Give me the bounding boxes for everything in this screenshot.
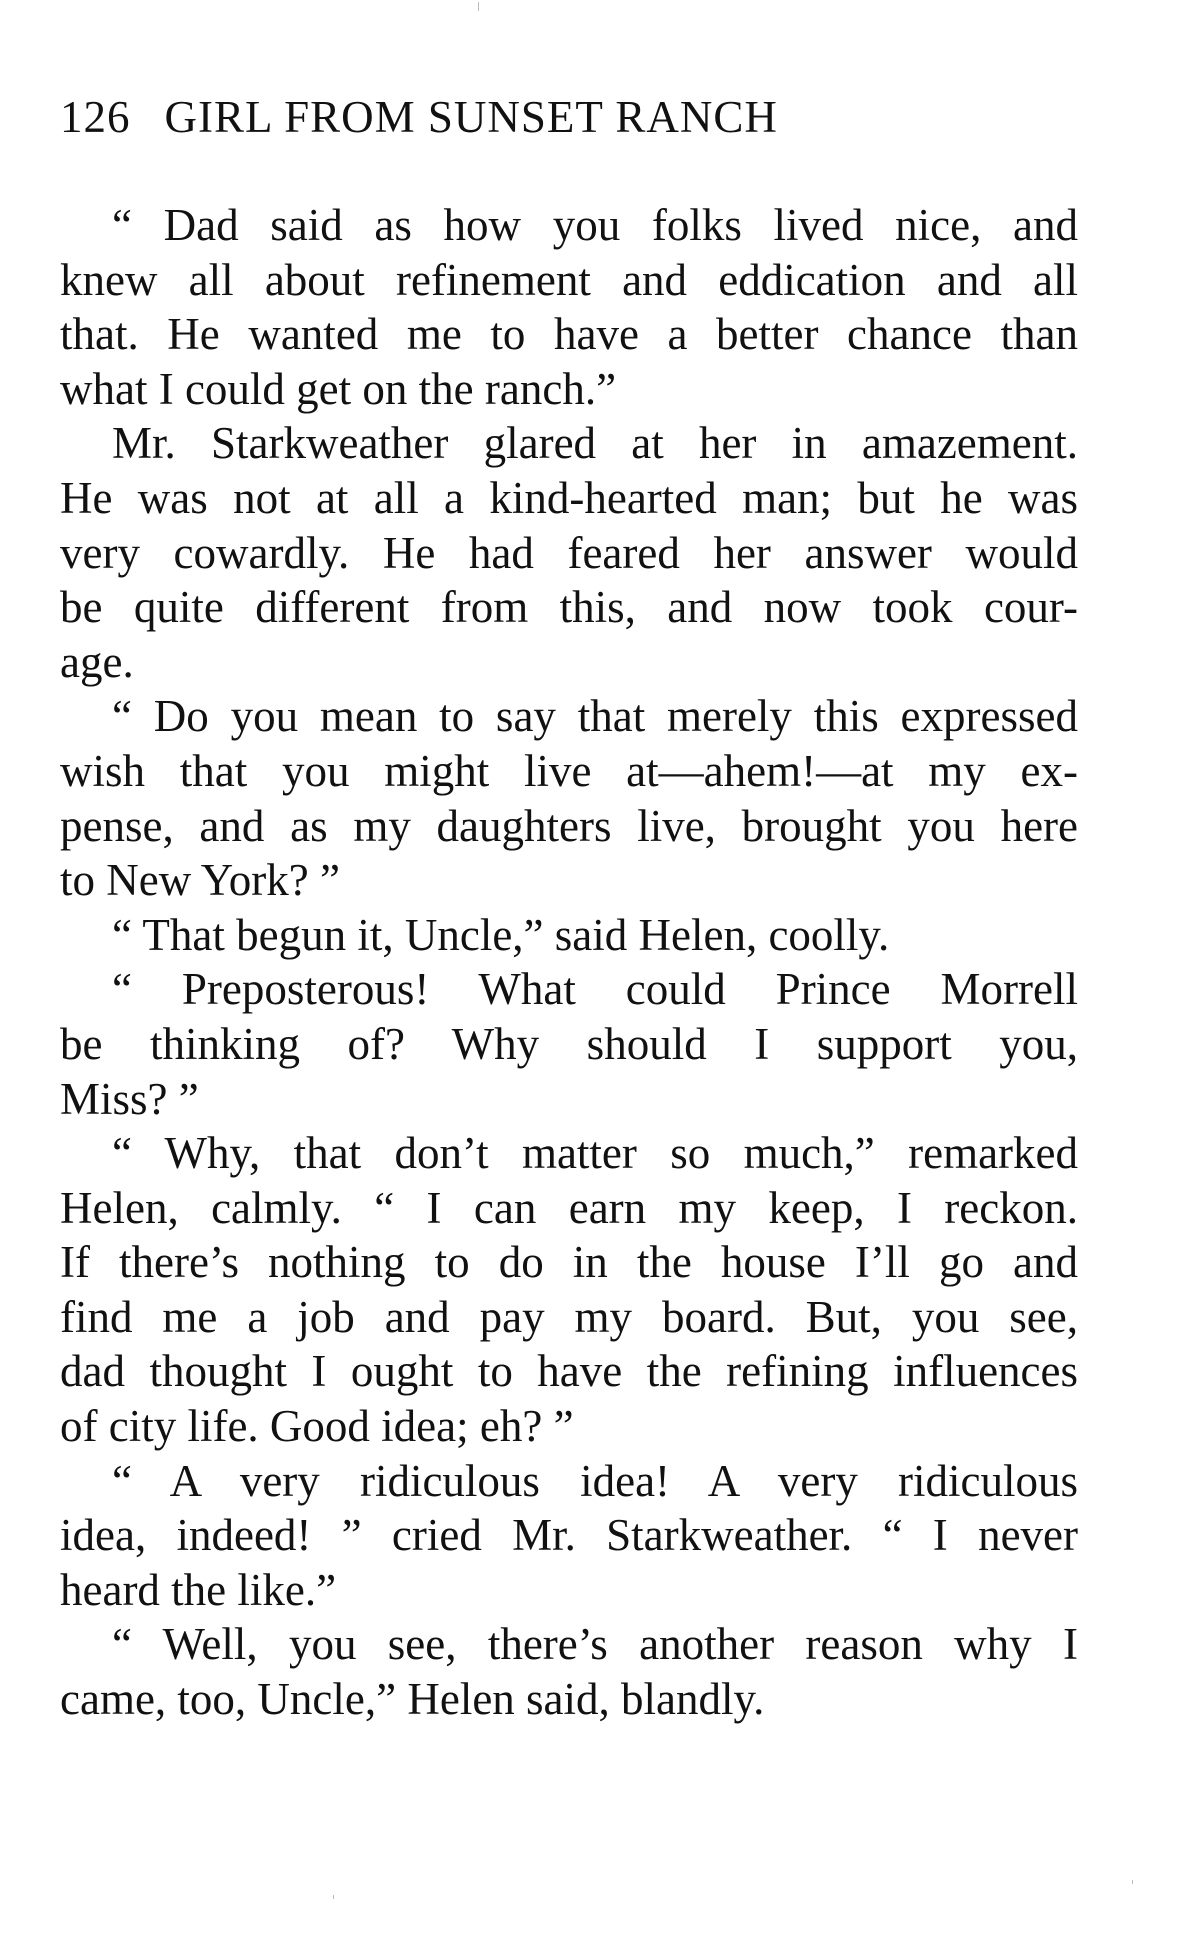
text-line: pense, and as my daughters live, brought you here [60, 800, 1078, 851]
page-number: 126 [60, 92, 131, 142]
text-line: heard the like.” [60, 1564, 337, 1615]
text-line: “ Do you mean to say that merely this expressed [112, 691, 1078, 742]
text-line: age. [60, 636, 134, 687]
text-line: be thinking of? Why should I support you, [60, 1018, 1078, 1069]
scan-speck [478, 2, 479, 11]
text-line: that. He wanted me to have a better chance than [60, 309, 1078, 360]
text-line: “ That begun it, Uncle,” said Helen, coolly. [112, 909, 890, 960]
text-line: very cowardly. He had feared her answer would [60, 527, 1078, 578]
text-line: He was not at all a kind-hearted man; but he was [60, 472, 1078, 523]
text-line: came, too, Uncle,” Helen said, blandly. [60, 1674, 765, 1725]
text-line: to New York? ” [60, 855, 340, 906]
text-line: what I could get on the ranch.” [60, 363, 617, 414]
text-line: knew all about refinement and eddication and all [60, 254, 1078, 305]
body-text [60, 198, 1078, 1727]
text-line: “ Dad said as how you folks lived nice, and [112, 200, 1078, 250]
text-line: “ Why, that don’t matter so much,” remarked [112, 1128, 1078, 1179]
text-line: If there’s nothing to do in the house I’ll go and [60, 1237, 1078, 1288]
scan-speck [333, 1895, 334, 1899]
text-line: Helen, calmly. “ I can earn my keep, I reckon. [60, 1182, 1078, 1233]
text-line: wish that you might live at—ahem!—at my ex- [60, 745, 1078, 796]
text-line: of city life. Good idea; eh? ” [60, 1401, 574, 1452]
scan-speck [1132, 1880, 1133, 1884]
text-line: find me a job and pay my board. But, you see, [60, 1291, 1078, 1342]
text-line: Mr. Starkweather glared at her in amazement. [112, 418, 1078, 469]
running-head [60, 92, 1080, 142]
running-title: GIRL FROM SUNSET RANCH [164, 92, 778, 142]
text-line: Miss? ” [60, 1073, 199, 1124]
text-line: “ A very ridiculous idea! A very ridiculous [112, 1455, 1078, 1506]
text-line: be quite different from this, and now took cour- [60, 582, 1078, 633]
text-line: idea, indeed! ” cried Mr. Starkweather. “ I never [60, 1510, 1078, 1561]
text-line: “ Well, you see, there’s another reason why I [112, 1619, 1078, 1670]
text-line: “ Preposterous! What could Prince Morrell [112, 964, 1078, 1015]
text-line: dad thought I ought to have the refining influences [60, 1346, 1078, 1397]
